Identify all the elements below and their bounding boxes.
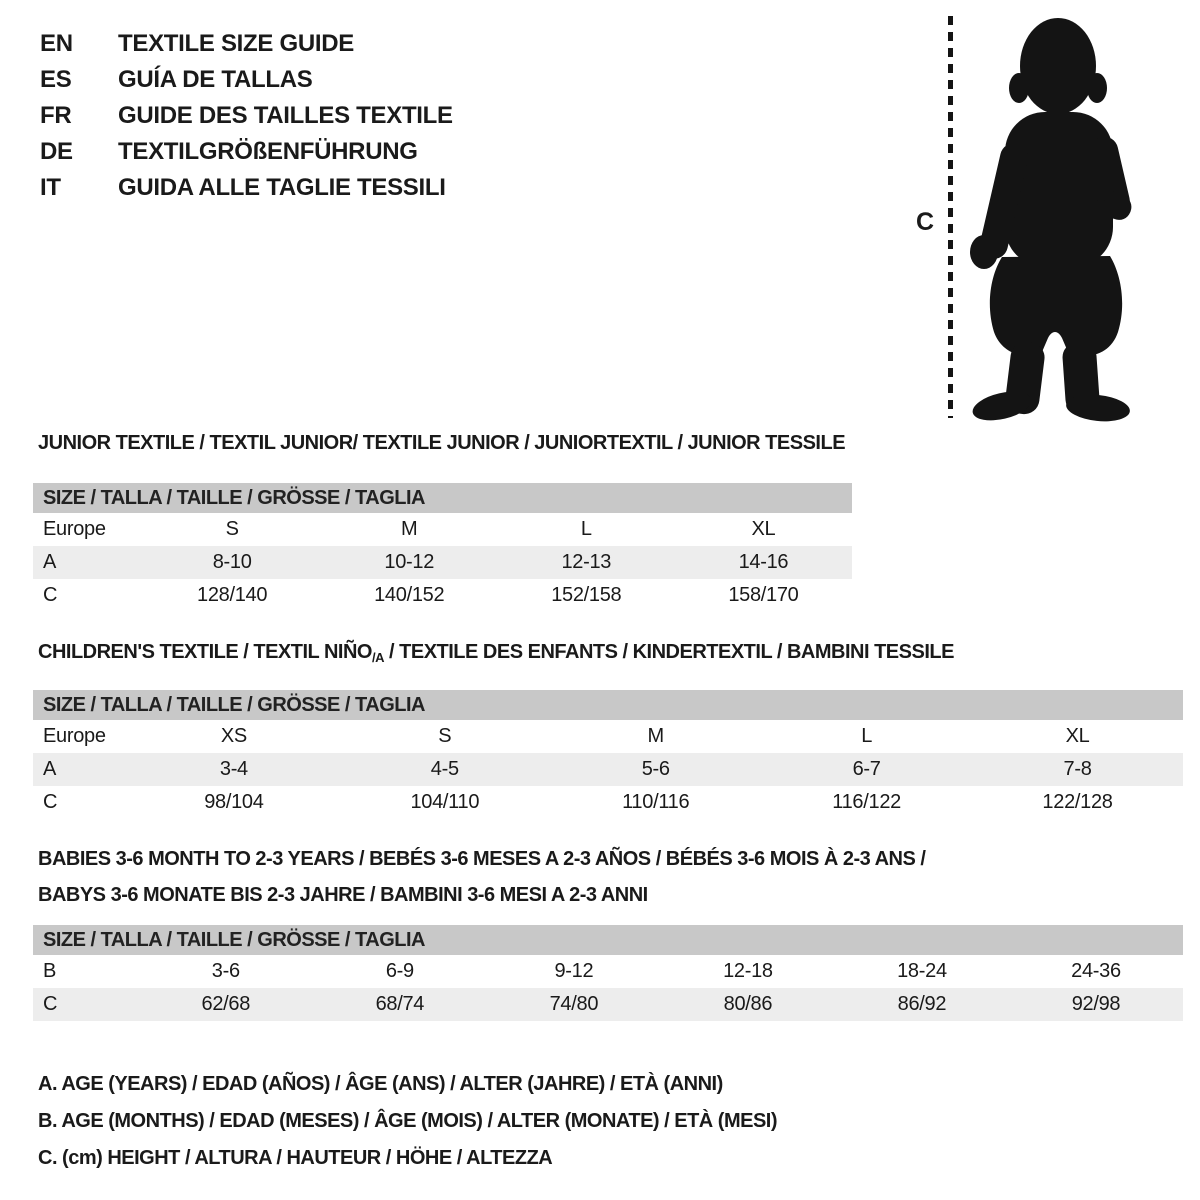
lang-title: TEXTILGRÖßENFÜHRUNG [118, 138, 418, 165]
row-label: Europe [43, 725, 106, 747]
table-cell: 24-36 [1071, 960, 1121, 982]
row-label: A [43, 758, 57, 780]
table-cell: 80/86 [723, 993, 773, 1015]
legend-age-years: A. AGE (YEARS) / EDAD (AÑOS) / ÂGE (ANS) / ALTER (JAHRE) / ETÀ (ANNI) [38, 1073, 723, 1095]
table-row [33, 579, 852, 612]
row-label: A [43, 551, 57, 573]
table-cell: 5-6 [641, 758, 670, 780]
row-label: C [43, 584, 58, 606]
babies-size-table [33, 925, 1183, 1021]
table-cell: L [861, 725, 873, 747]
table-row [33, 720, 1183, 753]
lang-row-es [40, 62, 453, 98]
row-label: C [43, 791, 58, 813]
table-cell: 116/122 [832, 791, 901, 813]
children-title-subscript: /A [371, 650, 384, 665]
table-cell: XL [751, 518, 776, 540]
children-size-table [33, 690, 1183, 819]
children-title-prefix: CHILDREN'S TEXTILE / TEXTIL NIÑO [38, 641, 372, 663]
table-cell: 152/158 [551, 584, 622, 606]
lang-code: EN [40, 30, 73, 57]
row-label: B [43, 960, 57, 982]
table-cell: 10-12 [384, 551, 435, 573]
lang-code: DE [40, 138, 73, 165]
table-cell: XS [220, 725, 247, 747]
lang-row-it [40, 170, 453, 206]
table-cell: 8-10 [212, 551, 252, 573]
table-cell: 110/116 [622, 791, 690, 813]
table-cell: 6-7 [852, 758, 881, 780]
lang-title: GUIDA ALLE TAGLIE TESSILI [118, 174, 446, 201]
table-cell: L [580, 518, 592, 540]
size-header-bar: SIZE / TALLA / TAILLE / GRÖSSE / TAGLIA [33, 925, 1183, 955]
lang-title: GUIDE DES TAILLES TEXTILE [118, 102, 453, 129]
table-cell: 14-16 [738, 551, 789, 573]
table-row [33, 786, 1183, 819]
toddler-silhouette-icon [960, 14, 1140, 424]
legend-block [38, 1066, 777, 1177]
legend-age-months: B. AGE (MONTHS) / EDAD (MESES) / ÂGE (MOIS) / ALTER (MONATE) / ETÀ (MESI) [38, 1110, 778, 1132]
table-cell: 3-4 [219, 758, 248, 780]
height-measure-dashed-line [948, 16, 953, 418]
children-title-suffix: / TEXTILE DES ENFANTS / KINDERTEXTIL / BAMBINI TESSILE [383, 641, 954, 663]
table-cell: 98/104 [204, 791, 264, 813]
table-cell: 104/110 [410, 791, 480, 813]
table-cell: M [401, 518, 418, 540]
table-cell: 9-12 [554, 960, 594, 982]
height-measure-label: C [916, 208, 934, 236]
lang-title: TEXTILE SIZE GUIDE [118, 30, 354, 57]
table-cell: 140/152 [374, 584, 445, 606]
table-cell: 7-8 [1063, 758, 1092, 780]
table-cell: S [225, 518, 239, 540]
table-cell: 6-9 [385, 960, 414, 982]
lang-code: IT [40, 174, 61, 201]
table-cell: 86/92 [897, 993, 947, 1015]
babies-section-title-line2: BABYS 3-6 MONATE BIS 2-3 JAHRE / BAMBINI 3-6 MESI A 2-3 ANNI [38, 884, 648, 906]
table-row [33, 955, 1183, 988]
table-cell: 18-24 [897, 960, 947, 982]
table-cell: 3-6 [211, 960, 240, 982]
table-cell: 122/128 [1042, 791, 1113, 813]
size-header-bar: SIZE / TALLA / TAILLE / GRÖSSE / TAGLIA [33, 690, 1183, 720]
table-cell: S [438, 725, 452, 747]
junior-size-table [33, 483, 852, 612]
lang-row-de [40, 134, 453, 170]
lang-code: FR [40, 102, 72, 129]
lang-row-en [40, 26, 453, 62]
lang-title: GUÍA DE TALLAS [118, 66, 313, 93]
table-cell: 62/68 [201, 993, 251, 1015]
lang-row-fr [40, 98, 453, 134]
children-section-title [38, 641, 954, 665]
table-cell: 4-5 [430, 758, 459, 780]
babies-section-title-line1: BABIES 3-6 MONTH TO 2-3 YEARS / BEBÉS 3-6 MESES A 2-3 AÑOS / BÉBÉS 3-6 MOIS À 2-3 ANS / [38, 848, 926, 870]
row-label: Europe [43, 518, 106, 540]
table-row [33, 546, 852, 579]
table-cell: XL [1065, 725, 1090, 747]
row-label: C [43, 993, 58, 1015]
table-cell: 92/98 [1071, 993, 1121, 1015]
size-header-bar: SIZE / TALLA / TAILLE / GRÖSSE / TAGLIA [33, 483, 852, 513]
table-cell: 12-13 [561, 551, 612, 573]
table-cell: 12-18 [723, 960, 773, 982]
table-cell: 68/74 [375, 993, 425, 1015]
table-cell: M [647, 725, 664, 747]
table-row [33, 988, 1183, 1021]
table-cell: 158/170 [728, 584, 799, 606]
legend-height-cm: C. (cm) HEIGHT / ALTURA / HAUTEUR / HÖHE / ALTEZZA [38, 1147, 553, 1169]
table-row [33, 753, 1183, 786]
table-cell: 128/140 [197, 584, 268, 606]
table-cell: 74/80 [549, 993, 599, 1015]
table-row [33, 513, 852, 546]
language-title-block [40, 26, 453, 206]
lang-code: ES [40, 66, 72, 93]
junior-section-title: JUNIOR TEXTILE / TEXTIL JUNIOR/ TEXTILE JUNIOR / JUNIORTEXTIL / JUNIOR TESSILE [38, 432, 846, 454]
